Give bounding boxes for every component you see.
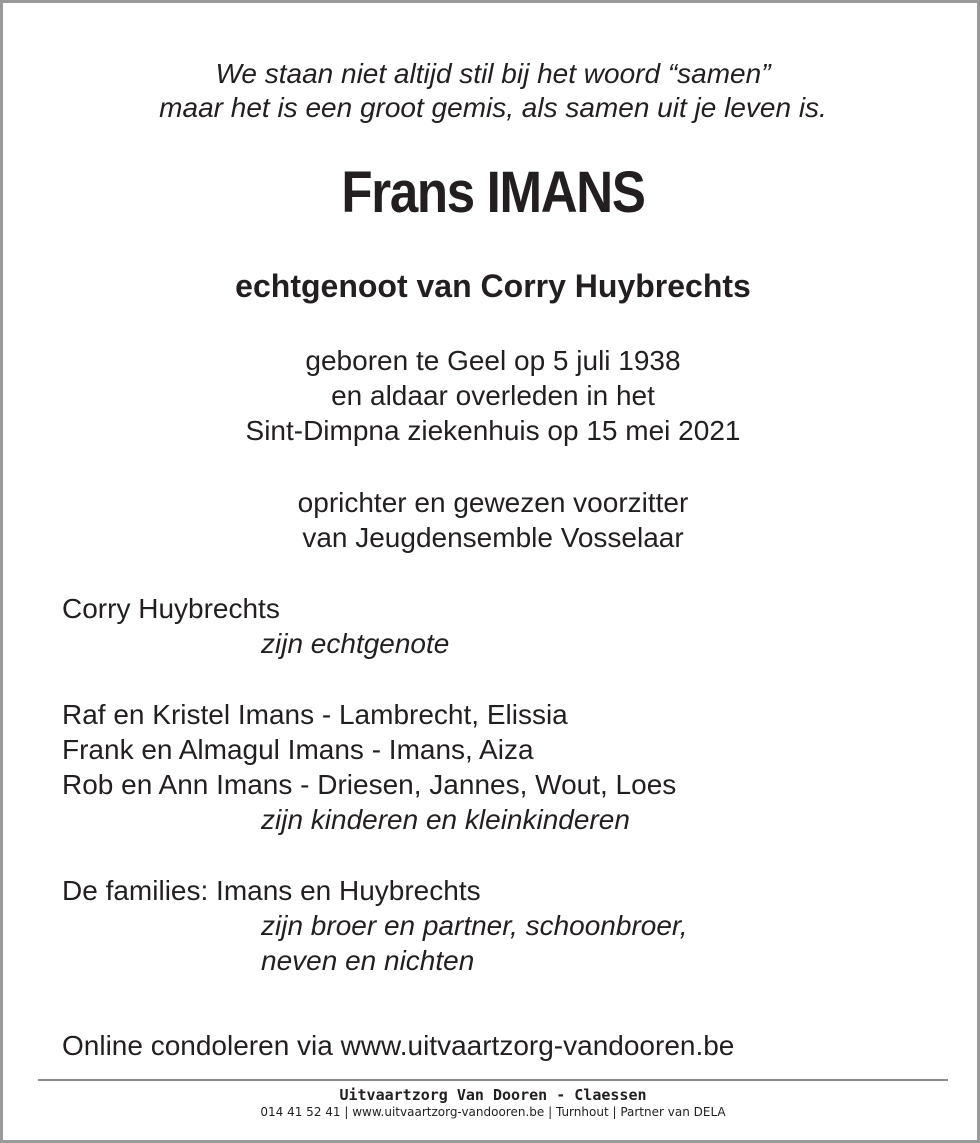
- memorial-quote: [3, 57, 980, 125]
- children-line: Raf en Kristel Imans - Lambrecht, Elissia: [62, 699, 568, 730]
- role-line-2: van Jeugdensemble Vosselaar: [302, 522, 684, 553]
- role-line-1: oprichter en gewezen voorzitter: [297, 487, 689, 518]
- families-relation-line-1: zijn broer en partner, schoonbroer,: [261, 910, 688, 941]
- birth-line: geboren te Geel op 5 juli 1938: [305, 345, 681, 376]
- deceased-name: Frans IMANS: [341, 160, 645, 225]
- role-info: [3, 485, 980, 555]
- quote-line-2: maar het is een groot gemis, als samen uit je leven is.: [159, 92, 827, 123]
- mourner-children-relation: zijn kinderen en kleinkinderen: [261, 804, 630, 835]
- mourner-families-name: De families: Imans en Huybrechts: [62, 875, 481, 906]
- mourner-spouse-relation: zijn echtgenote: [261, 628, 450, 659]
- children-line: Frank en Almagul Imans - Imans, Aiza: [62, 734, 534, 765]
- condolence-line: Online condoleren via www.uitvaartzorg-vandooren.be: [62, 1030, 735, 1061]
- quote-line-1: We staan niet altijd stil bij het woord “samen”: [215, 58, 771, 89]
- funeral-company-name: Uitvaartzorg Van Dooren - Claessen: [339, 1086, 647, 1104]
- death-line-2: Sint-Dimpna ziekenhuis op 15 mei 2021: [245, 415, 741, 446]
- death-line-1: en aldaar overleden in het: [331, 380, 655, 411]
- mourner-spouse-name: Corry Huybrechts: [62, 593, 280, 624]
- footer-divider: [38, 1079, 948, 1081]
- funeral-company-details: 014 41 52 41 | www.uitvaartzorg-vandooren.be | Turnhout | Partner van DELA: [260, 1105, 726, 1119]
- spouse-of-line: echtgenoot van Corry Huybrechts: [235, 268, 751, 304]
- birth-death-info: [3, 343, 980, 448]
- mourner-families-relation: [261, 908, 687, 978]
- families-relation-line-2: neven en nichten: [261, 945, 475, 976]
- mourner-children: [62, 697, 676, 802]
- children-line: Rob en Ann Imans - Driesen, Jannes, Wout, Loes: [62, 769, 677, 800]
